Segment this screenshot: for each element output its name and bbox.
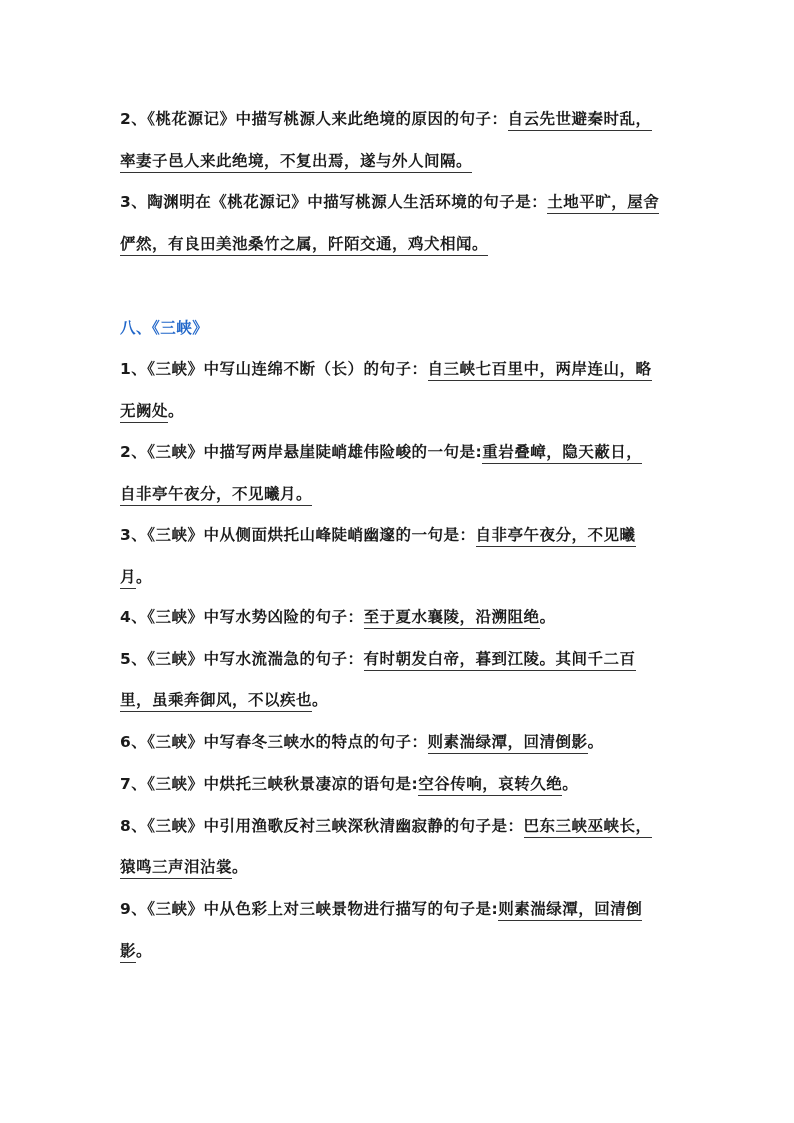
sanxia-item-7 — [120, 773, 578, 795]
question-text: 5、《三峡》中写水流湍急的句子： — [120, 650, 364, 668]
sanxia-item-3-line-1 — [120, 524, 636, 546]
sanxia-item-1-line-2 — [120, 400, 184, 422]
sanxia-item-8-line-2 — [120, 856, 248, 878]
answer-text: 空谷传响，哀转久绝 — [418, 775, 562, 796]
answer-text: 有时朝发白帝，暮到江陵。其间千二百 — [364, 650, 636, 671]
section-heading: 八、《三峡》 — [120, 319, 209, 337]
answer-text: 土地平旷，屋舍 — [547, 193, 659, 214]
sanxia-item-5-line-2 — [120, 689, 328, 711]
item-2-line-1 — [120, 108, 652, 130]
item-3-line-1 — [120, 191, 659, 213]
question-text: 9、《三峡》中从色彩上对三峡景物进行描写的句子是: — [120, 900, 499, 918]
answer-text: 俨然，有良田美池桑竹之属，阡陌交通，鸡犬相闻。 — [120, 235, 488, 256]
answer-text: 至于夏水襄陵，沿溯阻绝 — [364, 608, 540, 629]
question-text: 6、《三峡》中写春冬三峡水的特点的句子： — [120, 733, 428, 751]
answer-text: 月 — [120, 568, 136, 589]
answer-text: 则素湍绿潭，回清倒影 — [428, 733, 588, 754]
sanxia-item-1-line-1 — [120, 358, 652, 380]
period: 。 — [587, 733, 604, 751]
period: 。 — [562, 775, 579, 793]
sanxia-item-4 — [120, 606, 556, 628]
question-text: 4、《三峡》中写水势凶险的句子： — [120, 608, 364, 626]
answer-text: 巴东三峡巫峡长， — [524, 817, 652, 838]
sanxia-item-5-line-1 — [120, 648, 636, 670]
answer-text: 自云先世避秦时乱， — [508, 110, 652, 131]
question-text: 1、《三峡》中写山连绵不断（长）的句子： — [120, 360, 428, 378]
sanxia-item-8-line-1 — [120, 815, 652, 837]
question-text: 3、陶渊明在《桃花源记》中描写桃源人生活环境的句子是： — [120, 193, 548, 211]
answer-text: 自三峡七百里中，两岸连山，略 — [428, 360, 652, 381]
question-text: 3、《三峡》中从侧面烘托山峰陡峭幽邃的一句是： — [120, 526, 476, 544]
answer-text: 重岩叠嶂，隐天蔽日， — [482, 443, 642, 464]
answer-text: 自非亭午夜分，不见曦 — [476, 526, 636, 547]
sanxia-item-2-line-2 — [120, 483, 312, 505]
answer-text: 影 — [120, 942, 136, 963]
question-text: 7、《三峡》中烘托三峡秋景凄凉的语句是: — [120, 775, 419, 793]
question-text: 2、《三峡》中描写两岸悬崖陡峭雄伟险峻的一句是: — [120, 443, 483, 461]
period: 。 — [312, 691, 329, 709]
sanxia-item-9-line-2 — [120, 940, 152, 962]
question-text: 2、《桃花源记》中描写桃源人来此绝境的原因的句子： — [120, 110, 508, 128]
item-2-line-2 — [120, 150, 472, 172]
period: 。 — [232, 858, 249, 876]
answer-text: 自非亭午夜分，不见曦月。 — [120, 485, 312, 506]
sanxia-item-2-line-1 — [120, 441, 642, 463]
sanxia-item-9-line-1 — [120, 898, 642, 920]
period: 。 — [168, 402, 185, 420]
period: 。 — [539, 608, 556, 626]
answer-text: 猿鸣三声泪沾裳 — [120, 858, 232, 879]
period: 。 — [136, 568, 153, 586]
question-text: 8、《三峡》中引用渔歌反衬三峡深秋清幽寂静的句子是： — [120, 817, 524, 835]
sanxia-item-6 — [120, 731, 604, 753]
period: 。 — [136, 942, 153, 960]
answer-text: 则素湍绿潭，回清倒 — [498, 900, 642, 921]
item-3-line-2 — [120, 233, 488, 255]
sanxia-item-3-line-2 — [120, 566, 152, 588]
answer-text: 无阙处 — [120, 402, 168, 423]
answer-text: 率妻子邑人来此绝境，不复出焉，遂与外人间隔。 — [120, 152, 472, 173]
answer-text: 里，虽乘奔御风，不以疾也 — [120, 691, 312, 712]
